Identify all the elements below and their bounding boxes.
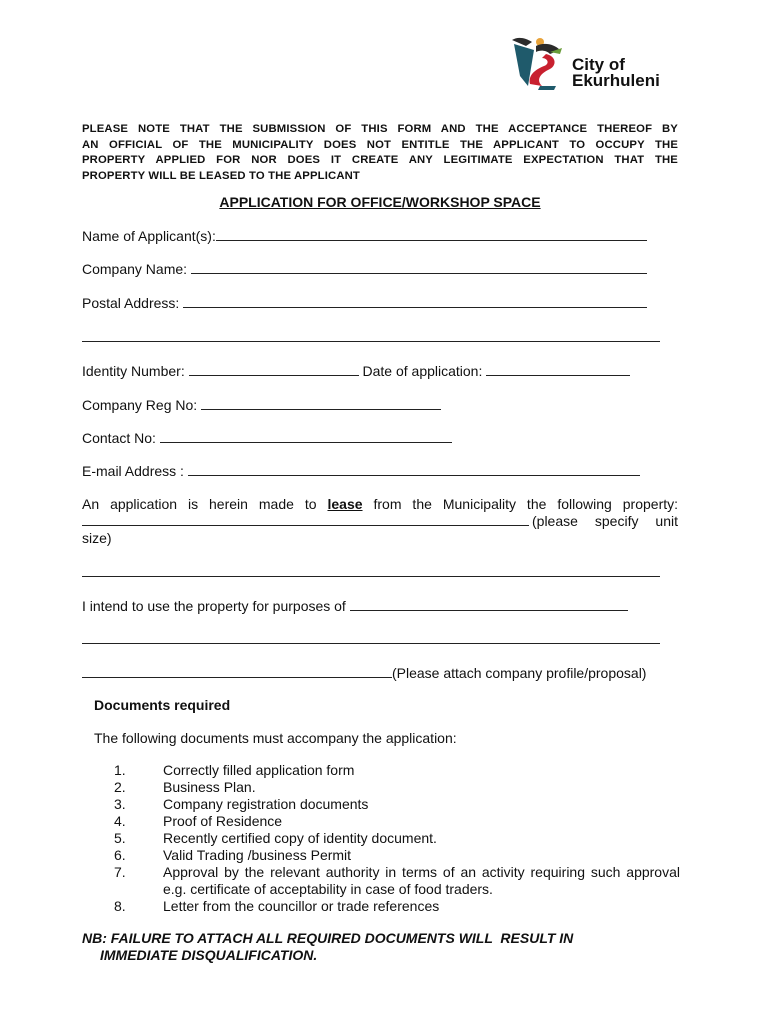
list-text: Correctly filled application form — [163, 762, 355, 778]
ekurhuleni-emblem-icon — [510, 36, 570, 92]
list-number: 1. — [114, 762, 126, 778]
notice-line: PLEASE NOTE THAT THE SUBMISSION OF THIS FORM AND THE ACCEPTANCE THEREOF BY — [82, 123, 678, 135]
company-name-row — [82, 260, 647, 278]
documents-intro: The following documents must accompany the application: — [94, 730, 457, 746]
contact-row — [82, 429, 452, 447]
applicant-name-row — [82, 227, 647, 245]
city-of-ekurhuleni-logo — [510, 36, 690, 96]
list-item — [114, 864, 696, 898]
date-of-application-label: Date of application: — [362, 363, 483, 379]
list-number: 2. — [114, 779, 126, 795]
list-number: 8. — [114, 898, 126, 914]
list-text: Business Plan. — [163, 779, 256, 795]
list-text: Company registration documents — [163, 796, 369, 812]
company-reg-row — [82, 396, 441, 414]
purpose-field-line3[interactable] — [82, 665, 392, 678]
nb-line2: IMMEDIATE DISQUALIFICATION. — [100, 947, 318, 963]
documents-heading: Documents required — [94, 697, 231, 713]
list-text: Recently certified copy of identity document. — [163, 830, 437, 846]
unit-hint-end: size) — [82, 530, 112, 546]
date-of-application-field[interactable] — [486, 363, 630, 376]
identity-number-field[interactable] — [189, 363, 359, 376]
logo-text-line2: Ekurhuleni — [572, 71, 660, 90]
postal-address-row-2 — [82, 328, 660, 346]
purpose-label: I intend to use the property for purposes of — [82, 598, 346, 614]
list-item — [114, 762, 680, 779]
form-title: APPLICATION FOR OFFICE/WORKSHOP SPACE — [219, 194, 541, 210]
list-text: Approval by the relevant authority in terms of an activity requiring such approval e.g. certificate of acceptability in case of food traders. — [163, 864, 696, 897]
contact-field[interactable] — [160, 430, 452, 443]
applicant-name-field[interactable] — [216, 228, 647, 241]
logo-text-line1: City of — [572, 55, 625, 74]
property-field[interactable] — [82, 513, 529, 526]
purpose-field[interactable] — [350, 598, 628, 611]
company-name-label: Company Name: — [82, 261, 188, 277]
lease-word: lease — [327, 496, 363, 512]
company-reg-field[interactable] — [201, 397, 441, 410]
postal-address-label: Postal Address: — [82, 295, 180, 311]
list-text: Proof of Residence — [163, 813, 283, 829]
lease-line2 — [82, 513, 678, 530]
purpose-field-line2[interactable] — [82, 631, 660, 644]
postal-address-field-line2[interactable] — [82, 329, 660, 342]
notice-line: PROPERTY APPLIED FOR NOR DOES IT CREATE ANY LEGITIMATE EXPECTATION THAT THE — [82, 154, 678, 166]
list-text: Valid Trading /business Permit — [163, 847, 352, 863]
list-text: Letter from the councillor or trade references — [163, 898, 440, 914]
lease-intro-text: An application is herein made to — [82, 496, 317, 512]
list-item — [114, 830, 680, 847]
email-field[interactable] — [188, 463, 640, 476]
notice-line: PROPERTY WILL BE LEASED TO THE APPLICANT — [82, 169, 360, 182]
property-field-line2[interactable] — [82, 564, 660, 577]
list-item — [114, 779, 680, 796]
lease-rest-text: from the Municipality the following property: — [373, 496, 678, 512]
list-number: 6. — [114, 847, 126, 863]
identity-date-row — [82, 362, 630, 380]
purpose-row-2 — [82, 630, 660, 648]
disclaimer-notice — [82, 122, 678, 184]
list-item — [114, 796, 680, 813]
list-number: 3. — [114, 796, 126, 812]
documents-list — [114, 762, 696, 915]
company-name-field[interactable] — [191, 261, 647, 274]
list-number: 7. — [114, 864, 126, 880]
email-row — [82, 462, 640, 480]
attach-row — [82, 664, 646, 682]
purpose-row — [82, 597, 628, 615]
contact-label: Contact No: — [82, 430, 156, 446]
list-item — [114, 898, 680, 915]
list-item — [114, 847, 680, 864]
attach-hint: (Please attach company profile/proposal) — [392, 665, 647, 681]
lease-paragraph — [82, 496, 678, 547]
postal-address-row — [82, 294, 647, 312]
notice-line: AN OFFICIAL OF THE MUNICIPALITY DOES NOT ENTITLE THE APPLICANT TO OCCUPY THE — [82, 138, 678, 151]
property-row-2 — [82, 563, 660, 581]
applicant-name-label: Name of Applicant(s): — [82, 228, 216, 244]
unit-hint: (please specify unit — [532, 513, 678, 529]
nb-warning — [82, 930, 702, 964]
company-reg-label: Company Reg No: — [82, 397, 198, 413]
list-item — [114, 813, 680, 830]
list-number: 5. — [114, 830, 126, 846]
postal-address-field[interactable] — [183, 295, 647, 308]
nb-line1: NB: FAILURE TO ATTACH ALL REQUIRED DOCUMENTS WILL RESULT IN — [82, 930, 574, 946]
lease-line1 — [82, 496, 678, 513]
list-number: 4. — [114, 813, 126, 829]
email-label: E-mail Address : — [82, 463, 184, 479]
identity-number-label: Identity Number: — [82, 363, 185, 379]
